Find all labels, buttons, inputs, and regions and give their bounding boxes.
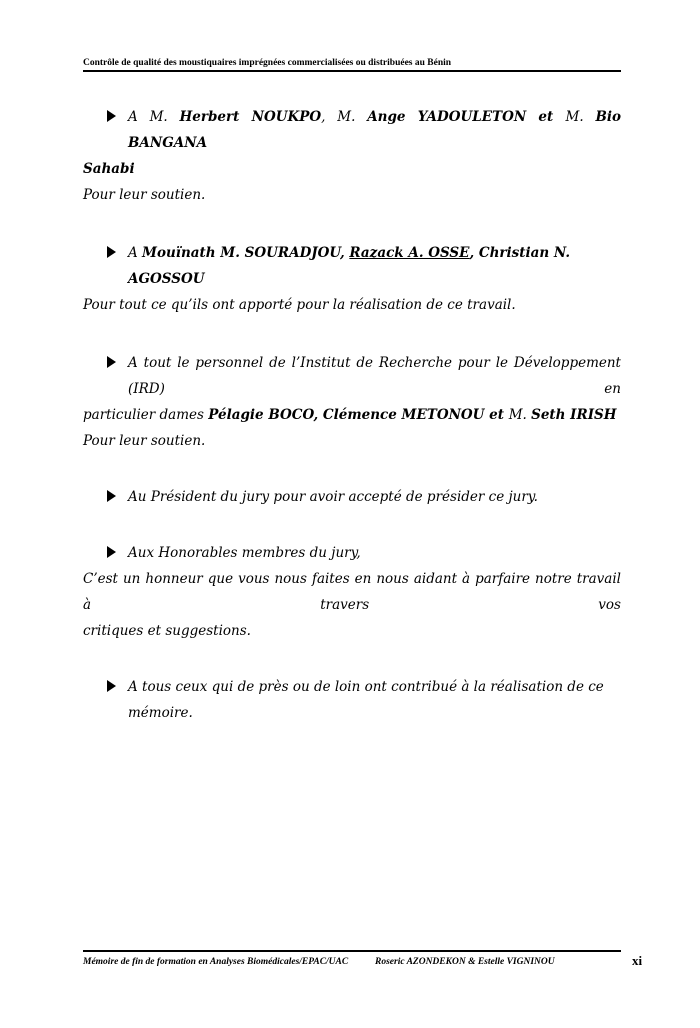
- text-segment: A: [128, 245, 143, 261]
- arrow-bullet-icon: [107, 246, 116, 258]
- text-segment: M.: [565, 109, 596, 125]
- bullet-line: [83, 674, 621, 726]
- bullet-line: [83, 104, 621, 156]
- entry-text: Au Président du jury pour avoir accepté de présider ce jury.: [128, 489, 538, 505]
- entry-jury-members: [83, 540, 621, 644]
- entry-text: A tout le personnel de l’Institut de Recherche pour le Développement (IRD) en: [128, 355, 621, 397]
- bullet-line: [83, 484, 621, 510]
- footer-left: Mémoire de fin de formation en Analyses Biomédicales/EPAC/UAC: [83, 957, 349, 967]
- bullet-line: [83, 540, 621, 566]
- entry-souradjou: [83, 240, 621, 318]
- arrow-bullet-icon: [107, 110, 116, 122]
- text-segment: A M.: [128, 109, 180, 125]
- text-segment: ,: [313, 407, 323, 423]
- entry-continuation: C’est un honneur que vous nous faites en nous aidant à parfaire notre travail à travers vos: [83, 571, 621, 613]
- acknowledgements-body: [83, 104, 621, 726]
- entry-closing: Pour tout ce qu’ils ont apporté pour la réalisation de ce travail.: [83, 297, 516, 313]
- bullet-line: [83, 240, 621, 292]
- entry-ird: [83, 350, 621, 454]
- name-continuation: Sahabi: [83, 161, 135, 177]
- entry-text: Aux Honorables membres du jury,: [128, 545, 361, 561]
- entry-closing: critiques et suggestions.: [83, 623, 251, 639]
- entry-noukpo: [83, 104, 621, 208]
- arrow-bullet-icon: [107, 546, 116, 558]
- text-segment: , M.: [321, 109, 368, 125]
- name-mouinath-souradjou: Mouïnath M. SOURADJOU: [142, 245, 340, 261]
- name-seth-irish: Seth IRISH: [531, 407, 617, 423]
- name-bio-bangana: Bio BANGANA: [128, 109, 621, 151]
- arrow-bullet-icon: [107, 490, 116, 502]
- entry-text: [128, 104, 621, 156]
- entry-closing: Pour leur soutien.: [83, 433, 206, 449]
- name-ange-yadouleton: Ange YADOULETON: [367, 109, 527, 125]
- text-segment: et: [484, 407, 509, 423]
- name-pelagie-boco: Pélagie BOCO: [208, 407, 314, 423]
- entry-closing: Pour leur soutien.: [83, 187, 206, 203]
- arrow-bullet-icon: [107, 680, 116, 692]
- entry-all-contributors: [83, 674, 621, 726]
- footer-divider: [83, 950, 621, 952]
- entry-president: [83, 484, 621, 510]
- text-segment: ,: [469, 245, 479, 261]
- entry-text: [128, 240, 621, 292]
- page-number: xi: [632, 953, 643, 968]
- running-header: [83, 58, 621, 72]
- text-segment: et: [526, 109, 566, 125]
- footer-authors: Roseric AZONDEKON & Estelle VIGNINOU: [375, 957, 555, 967]
- entry-text: A tous ceux qui de près ou de loin ont contribué à la réalisation de ce mémoire.: [128, 679, 604, 721]
- bullet-line: [83, 350, 621, 402]
- entry-continuation: [83, 402, 621, 428]
- name-razack-osse: Razack A. OSSE: [349, 245, 470, 261]
- arrow-bullet-icon: [107, 356, 116, 368]
- text-segment: particulier dames: [83, 407, 209, 423]
- name-herbert-noukpo: Herbert NOUKPO: [179, 109, 322, 125]
- text-segment: ,: [339, 245, 350, 261]
- name-clemence-metonou: Clémence METONOU: [322, 407, 485, 423]
- header-title: Contrôle de qualité des moustiquaires imprégnées commercialisées ou distribuées au Bénin: [83, 58, 452, 68]
- text-segment: M.: [508, 407, 532, 423]
- name-christian-agossou: Christian N. AGOSSOU: [128, 245, 571, 287]
